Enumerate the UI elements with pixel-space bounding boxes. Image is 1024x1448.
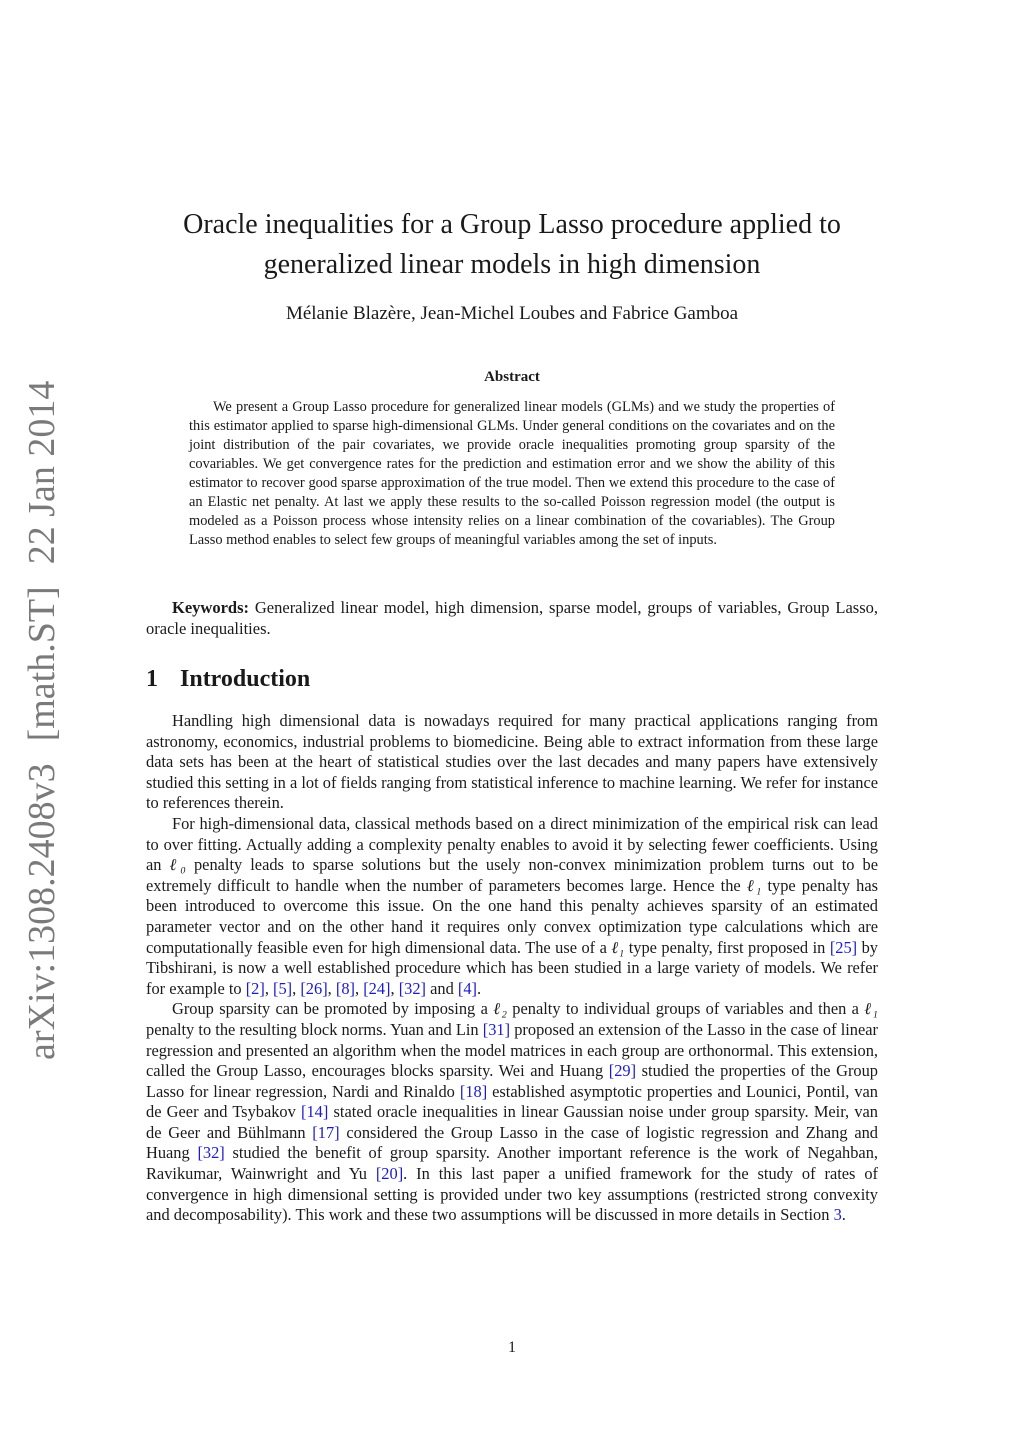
text-run: considered the Group Lasso in the case of logistic regression and Zhang and Huang (146, 1122, 878, 1163)
math-l1: ℓ₁ (746, 875, 762, 895)
text-run: and (426, 978, 458, 998)
text-run: penalty leads to sparse solutions but the usely non-convex minimization problem turns out to be extremely difficult to handle when the number of parameters becomes large. Hence the (146, 855, 878, 895)
text-run: Group sparsity can be promoted by imposing a (172, 999, 494, 1019)
citation-link[interactable]: [29] (608, 1061, 637, 1081)
text-run: studied the properties of the Group Lasso for linear regression, Nardi and Rinaldo (146, 1061, 878, 1101)
section-link[interactable]: 3 (833, 1205, 842, 1225)
text-run: stated oracle inequalities in linear Gaussian noise under group sparsity. Meir, van de Geer and Bühlmann (146, 1102, 878, 1142)
text-run: . (841, 1205, 846, 1225)
text-run: by Tibshirani, is now a well established procedure which has been studied in a large variety of models. We refer for example to (146, 937, 878, 998)
citation-link[interactable]: [32] (398, 978, 427, 998)
keywords (146, 597, 878, 639)
text-run: established asymptotic properties and Lounici, Pontil, van de Geer and Tsybakov (146, 1081, 878, 1122)
section-number: 1 (146, 666, 158, 692)
keywords-text: Generalized linear model, high dimension, sparse model, groups of variables, Group Lasso, oracle inequalities. (146, 598, 878, 638)
text-run: type penalty has been introduced to overcome this issue. On the one hand this penalty achieves sparsity of an estimated parameter vector and on the other hand it requires only convex optimization type calculations which are computationally feasible even for high dimensional data. The use of a (146, 875, 878, 957)
text-run: For high-dimensional data, classical methods based on a direct minimization of the empirical risk can lead to over fitting. Actually adding a complexity penalty enables to avoid it by selecting fewer coefficients. Using an (146, 813, 878, 875)
paper-title: Oracle inequalities for a Group Lasso procedure applied to generalized linear models in high dimension (183, 209, 841, 280)
math-l1: ℓ₁ (864, 999, 879, 1019)
abstract-heading: Abstract (484, 369, 540, 385)
intro-paragraph-1: Handling high dimensional data is nowadays required for many practical applications ranging from astronomy, economics, industrial problems to biomedicine. Being able to extract information from these large data sets has been at the heart of statistical studies over the last decades and many papers have extensively studied this setting in a lot of fields ranging from statistical inference to machine learning. We refer for instance to references therein. (146, 711, 878, 813)
intro-body (146, 711, 878, 1226)
citation-link[interactable]: [25] (829, 937, 858, 957)
citation-link[interactable]: [2] (245, 978, 265, 998)
citation-link[interactable]: [20] (375, 1164, 404, 1184)
text-run: proposed an extension of the Lasso in the case of linear regression and presented an algorithm when the model matrices in each group are orthonormal. This extension, called the Group Lasso, encourages blocks sparsity. Wei and Huang (146, 1019, 879, 1081)
section-title: Introduction (180, 666, 311, 692)
citation-link[interactable]: [17] (312, 1122, 340, 1142)
citation-link[interactable]: [5] (273, 978, 293, 998)
text-run: penalty to individual groups of variables and then a (506, 999, 865, 1019)
text-run: studied the benefit of group sparsity. Another important reference is the work of Negahban, Ravikumar, Wainwright and Yu (146, 1143, 879, 1184)
text-run: . (477, 978, 482, 998)
intro-paragraph-3 (146, 999, 878, 1226)
arxiv-date: 22 Jan 2014 (21, 380, 63, 565)
citation-link[interactable]: [32] (197, 1143, 225, 1163)
paper-authors: Mélanie Blazère, Jean-Michel Loubes and Fabrice Gamboa (285, 303, 739, 324)
math-l1: ℓ₁ (611, 937, 625, 957)
page-number: 1 (508, 1339, 516, 1356)
citation-link[interactable]: [8] (335, 978, 355, 998)
citation-link[interactable]: [4] (457, 978, 478, 998)
math-l0: ℓ₀ (169, 855, 186, 875)
keywords-label: Keywords: (172, 598, 249, 617)
section-heading (146, 666, 310, 693)
text-run: . In this last paper a unified framework for the study of rates of convergence in high dimensional setting is provided under two key assumptions (restricted strong convexity and decomposability). This work and these two assumptions will be discussed in more details in Section (146, 1164, 878, 1225)
math-l2: ℓ₂ (493, 999, 507, 1019)
text-run: penalty to the resulting block norms. Yuan and Lin (146, 1019, 483, 1039)
text-run: type penalty, first proposed in (624, 937, 830, 957)
citation-link[interactable]: [31] (482, 1019, 511, 1039)
citation-link[interactable]: [14] (301, 1102, 329, 1122)
arxiv-id: arXiv:1308.2408v3 (21, 763, 63, 1060)
abstract-body: We present a Group Lasso procedure for generalized linear models (GLMs) and we study the properties of this estimator applied to sparse high-dimensional GLMs. Under general conditions on the covariates and on the joint distribution of the pair covariates, we provide oracle inequalities promoting group sparsity of the covariables. We get convergence rates for the prediction and estimation error and we show the ability of this estimator to recover good sparse approximation of the true model. Then we extend this procedure to the case of an Elastic net penalty. At last we apply these results to the so-called Poisson regression model (the output is modeled as a Poisson process whose intensity relies on a linear combination of the covariables). The Group Lasso method enables to select few groups of meaningful variables among the set of inputs. (189, 399, 835, 548)
arxiv-category: [math.ST] (21, 586, 63, 742)
intro-paragraph-2: For high-dimensional data, classical methods based on a direct minimization of the empirical risk can lead to over fitting. Actually adding a complexity penalty enables to avoid it by selecting fewer coefficients. Using an ℓ₀ penalty leads to sparse solutions but the usely non-convex minimization problem turns out to be extremely difficult to handle when the number of parameters becomes large. Hence the ℓ₁ type penalty has been introduced to overcome this issue. On the one hand this penalty achieves sparsity of an estimated parameter vector and on the other hand it requires only convex optimization type calculations which are computationally feasible even for high dimensional data. The use of a ℓ₁ type penalty, first proposed in [25] by Tibshirani, is now a well established procedure which has been studied in a large variety of models. We refer for example to [2], [5], [26], [8], [24], [32] and [4]. (146, 813, 878, 998)
arxiv-stamp (20, 359, 64, 1060)
citation-link[interactable]: [24] (363, 978, 391, 998)
citation-link[interactable]: [26] (300, 978, 328, 998)
citation-link[interactable]: [18] (459, 1081, 488, 1101)
